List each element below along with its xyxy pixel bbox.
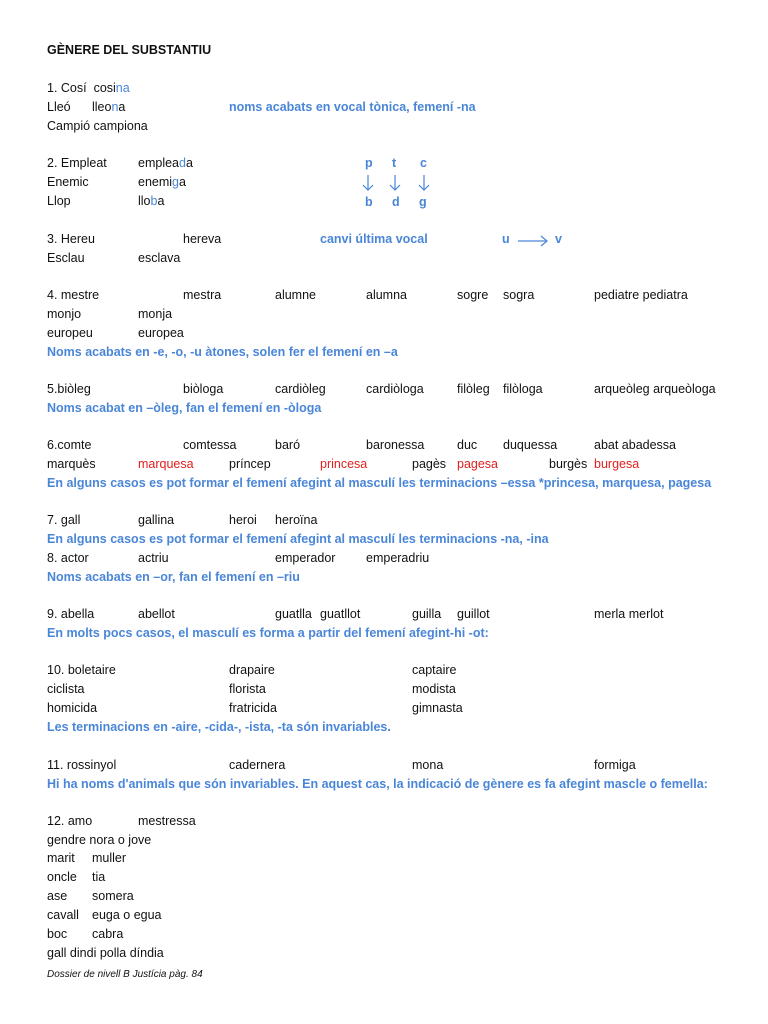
s6-r1-0: 6.comte	[47, 438, 92, 452]
s6-r1-6: abat abadessa	[594, 438, 677, 452]
s3-v: v	[555, 232, 562, 246]
s10-note: Les terminacions en -aire, -cida-, -ista, -ta són invariables.	[47, 720, 391, 734]
s6-r2-3: princesa	[320, 457, 368, 471]
s10-r1-0: 10. boletaire	[47, 663, 116, 677]
s3-r2-b: esclava	[138, 251, 181, 265]
s12-pair-0-m: marit	[47, 851, 75, 865]
s5-r1-4: filòleg	[457, 382, 490, 396]
s6-r1-5: duquessa	[503, 438, 558, 452]
s12-pair-2-m: ase	[47, 889, 68, 903]
s6-r2-7: burgesa	[594, 457, 640, 471]
s10-r1-2: captaire	[412, 663, 457, 677]
s4-r1-4: sogre	[457, 288, 489, 302]
s1-line3: Campió campiona	[47, 119, 148, 133]
s9-r1-3: guatllot	[320, 607, 361, 621]
s12-pair-3-m: cavall	[47, 908, 79, 922]
s6-r2-6: burgès	[549, 457, 588, 471]
page-title: GÈNERE DEL SUBSTANTIU	[47, 43, 212, 57]
s12-pair-4-f: cabra	[92, 927, 124, 941]
s8-r1-1: actriu	[138, 551, 169, 565]
s4-r3-1: europea	[138, 326, 184, 340]
s10-r2-0: ciclista	[47, 682, 85, 696]
s6-r2-4: pagès	[412, 457, 447, 471]
s10-r1-1: drapaire	[229, 663, 275, 677]
s11-r1-0: 11. rossinyol	[47, 758, 117, 772]
s8-r1-0: 8. actor	[47, 551, 89, 565]
s3-r1-b: hereva	[183, 232, 222, 246]
s2-top-p: p	[365, 156, 373, 170]
s6-r1-3: baronessa	[366, 438, 425, 452]
s6-r2-5: pagesa	[457, 457, 499, 471]
s1-note: noms acabats en vocal tònica, femení -na	[229, 100, 476, 114]
s2-r1-a: 2. Empleat	[47, 156, 107, 170]
s7-r1-1: gallina	[138, 513, 175, 527]
right-arrow-icon	[516, 234, 550, 248]
s3-r1-a: 3. Hereu	[47, 232, 95, 246]
s7-note: En alguns casos es pot formar el femení afegint al masculí les terminacions -na, -ina	[47, 532, 549, 546]
s9-r1-4: guilla	[412, 607, 442, 621]
s4-r2-0: monjo	[47, 307, 82, 321]
s6-note: En alguns casos es pot formar el femení afegint al masculí les terminacions –essa *princesa, marquesa, pagesa	[47, 476, 712, 490]
s10-r2-2: modista	[412, 682, 456, 696]
s11-r1-1: cadernera	[229, 758, 286, 772]
s12-r8: gall dindi polla díndia	[47, 946, 164, 960]
s5-r1-6: arqueòleg arqueòloga	[594, 382, 716, 396]
footer-source: Dossier de nivell B Justícia pàg. 84	[47, 969, 203, 980]
s4-note: Noms acabats en -e, -o, -u àtones, solen fer el femení en –a	[47, 345, 398, 359]
s2-r2-a: Enemic	[47, 175, 89, 189]
s4-r1-6: pediatre pediatra	[594, 288, 688, 302]
s12-r2: gendre nora o jove	[47, 833, 152, 847]
s5-r1-3: cardiòloga	[366, 382, 424, 396]
s4-r2-1: monja	[138, 307, 173, 321]
s1-line1: 1. Cosí cosina	[47, 81, 130, 95]
s6-r2-0: marquès	[47, 457, 96, 471]
s10-r3-0: homicida	[47, 701, 98, 715]
s3-r2-a: Esclau	[47, 251, 85, 265]
s5-r1-1: biòloga	[183, 382, 224, 396]
s4-r3-0: europeu	[47, 326, 93, 340]
s10-r3-2: gimnasta	[412, 701, 463, 715]
s7-r1-0: 7. gall	[47, 513, 81, 527]
s12-pair-3-f: euga o egua	[92, 908, 162, 922]
s9-r1-5: guillot	[457, 607, 490, 621]
s1-line2-a: Lleó	[47, 100, 71, 114]
s2-bottom-g: g	[419, 195, 427, 209]
s5-r1-0: 5.biòleg	[47, 382, 91, 396]
s4-r1-5: sogra	[503, 288, 535, 302]
s12-r1-0: 12. amo	[47, 814, 93, 828]
s2-r2-b: enemiga	[138, 175, 186, 189]
s11-r1-3: formiga	[594, 758, 636, 772]
s12-pair-0-f: muller	[92, 851, 127, 865]
s11-r1-2: mona	[412, 758, 444, 772]
s4-r1-0: 4. mestre	[47, 288, 100, 302]
s6-r1-4: duc	[457, 438, 478, 452]
s10-r3-1: fratricida	[229, 701, 277, 715]
s12-pair-2-f: somera	[92, 889, 134, 903]
s7-r1-3: heroïna	[275, 513, 318, 527]
s12-pair-4-m: boc	[47, 927, 68, 941]
s7-r1-2: heroi	[229, 513, 257, 527]
s9-note: En molts pocs casos, el masculí es forma a partir del femení afegint-hi -ot:	[47, 626, 489, 640]
s5-note: Noms acabat en –òleg, fan el femení en -òloga	[47, 401, 322, 415]
down-arrows-icon	[360, 173, 436, 193]
s2-top-t: t	[392, 156, 397, 170]
s2-r1-b: empleada	[138, 156, 193, 170]
s9-r1-2: guatlla	[275, 607, 312, 621]
s9-r1-0: 9. abella	[47, 607, 95, 621]
s2-top-c: c	[420, 156, 427, 170]
s3-note: canvi última vocal	[320, 232, 428, 246]
s4-r1-3: alumna	[366, 288, 407, 302]
s10-r2-1: florista	[229, 682, 266, 696]
s6-r1-1: comtessa	[183, 438, 237, 452]
s2-r3-b: lloba	[138, 194, 165, 208]
s9-r1-1: abellot	[138, 607, 175, 621]
s12-r1-1: mestressa	[138, 814, 196, 828]
s4-r1-1: mestra	[183, 288, 222, 302]
s12-pair-1-m: oncle	[47, 870, 77, 884]
s11-note: Hi ha noms d'animals que són invariables. En aquest cas, la indicació de gènere es fa afegint mascle o femella:	[47, 777, 708, 791]
s2-bottom-d: d	[392, 195, 400, 209]
s1-line2-b: lleona	[92, 100, 126, 114]
s6-r2-1: marquesa	[138, 457, 194, 471]
s5-r1-2: cardiòleg	[275, 382, 326, 396]
s2-bottom-b: b	[365, 195, 373, 209]
s8-note: Noms acabats en –or, fan el femení en –riu	[47, 570, 300, 584]
s4-r1-2: alumne	[275, 288, 316, 302]
s2-r3-a: Llop	[47, 194, 71, 208]
s8-r1-3: emperadriu	[366, 551, 430, 565]
s5-r1-5: filòloga	[503, 382, 543, 396]
s3-u: u	[502, 232, 510, 246]
s8-r1-2: emperador	[275, 551, 336, 565]
s12-pair-1-f: tia	[92, 870, 106, 884]
s6-r1-2: baró	[275, 438, 301, 452]
s9-r1-6: merla merlot	[594, 607, 664, 621]
s6-r2-2: príncep	[229, 457, 271, 471]
